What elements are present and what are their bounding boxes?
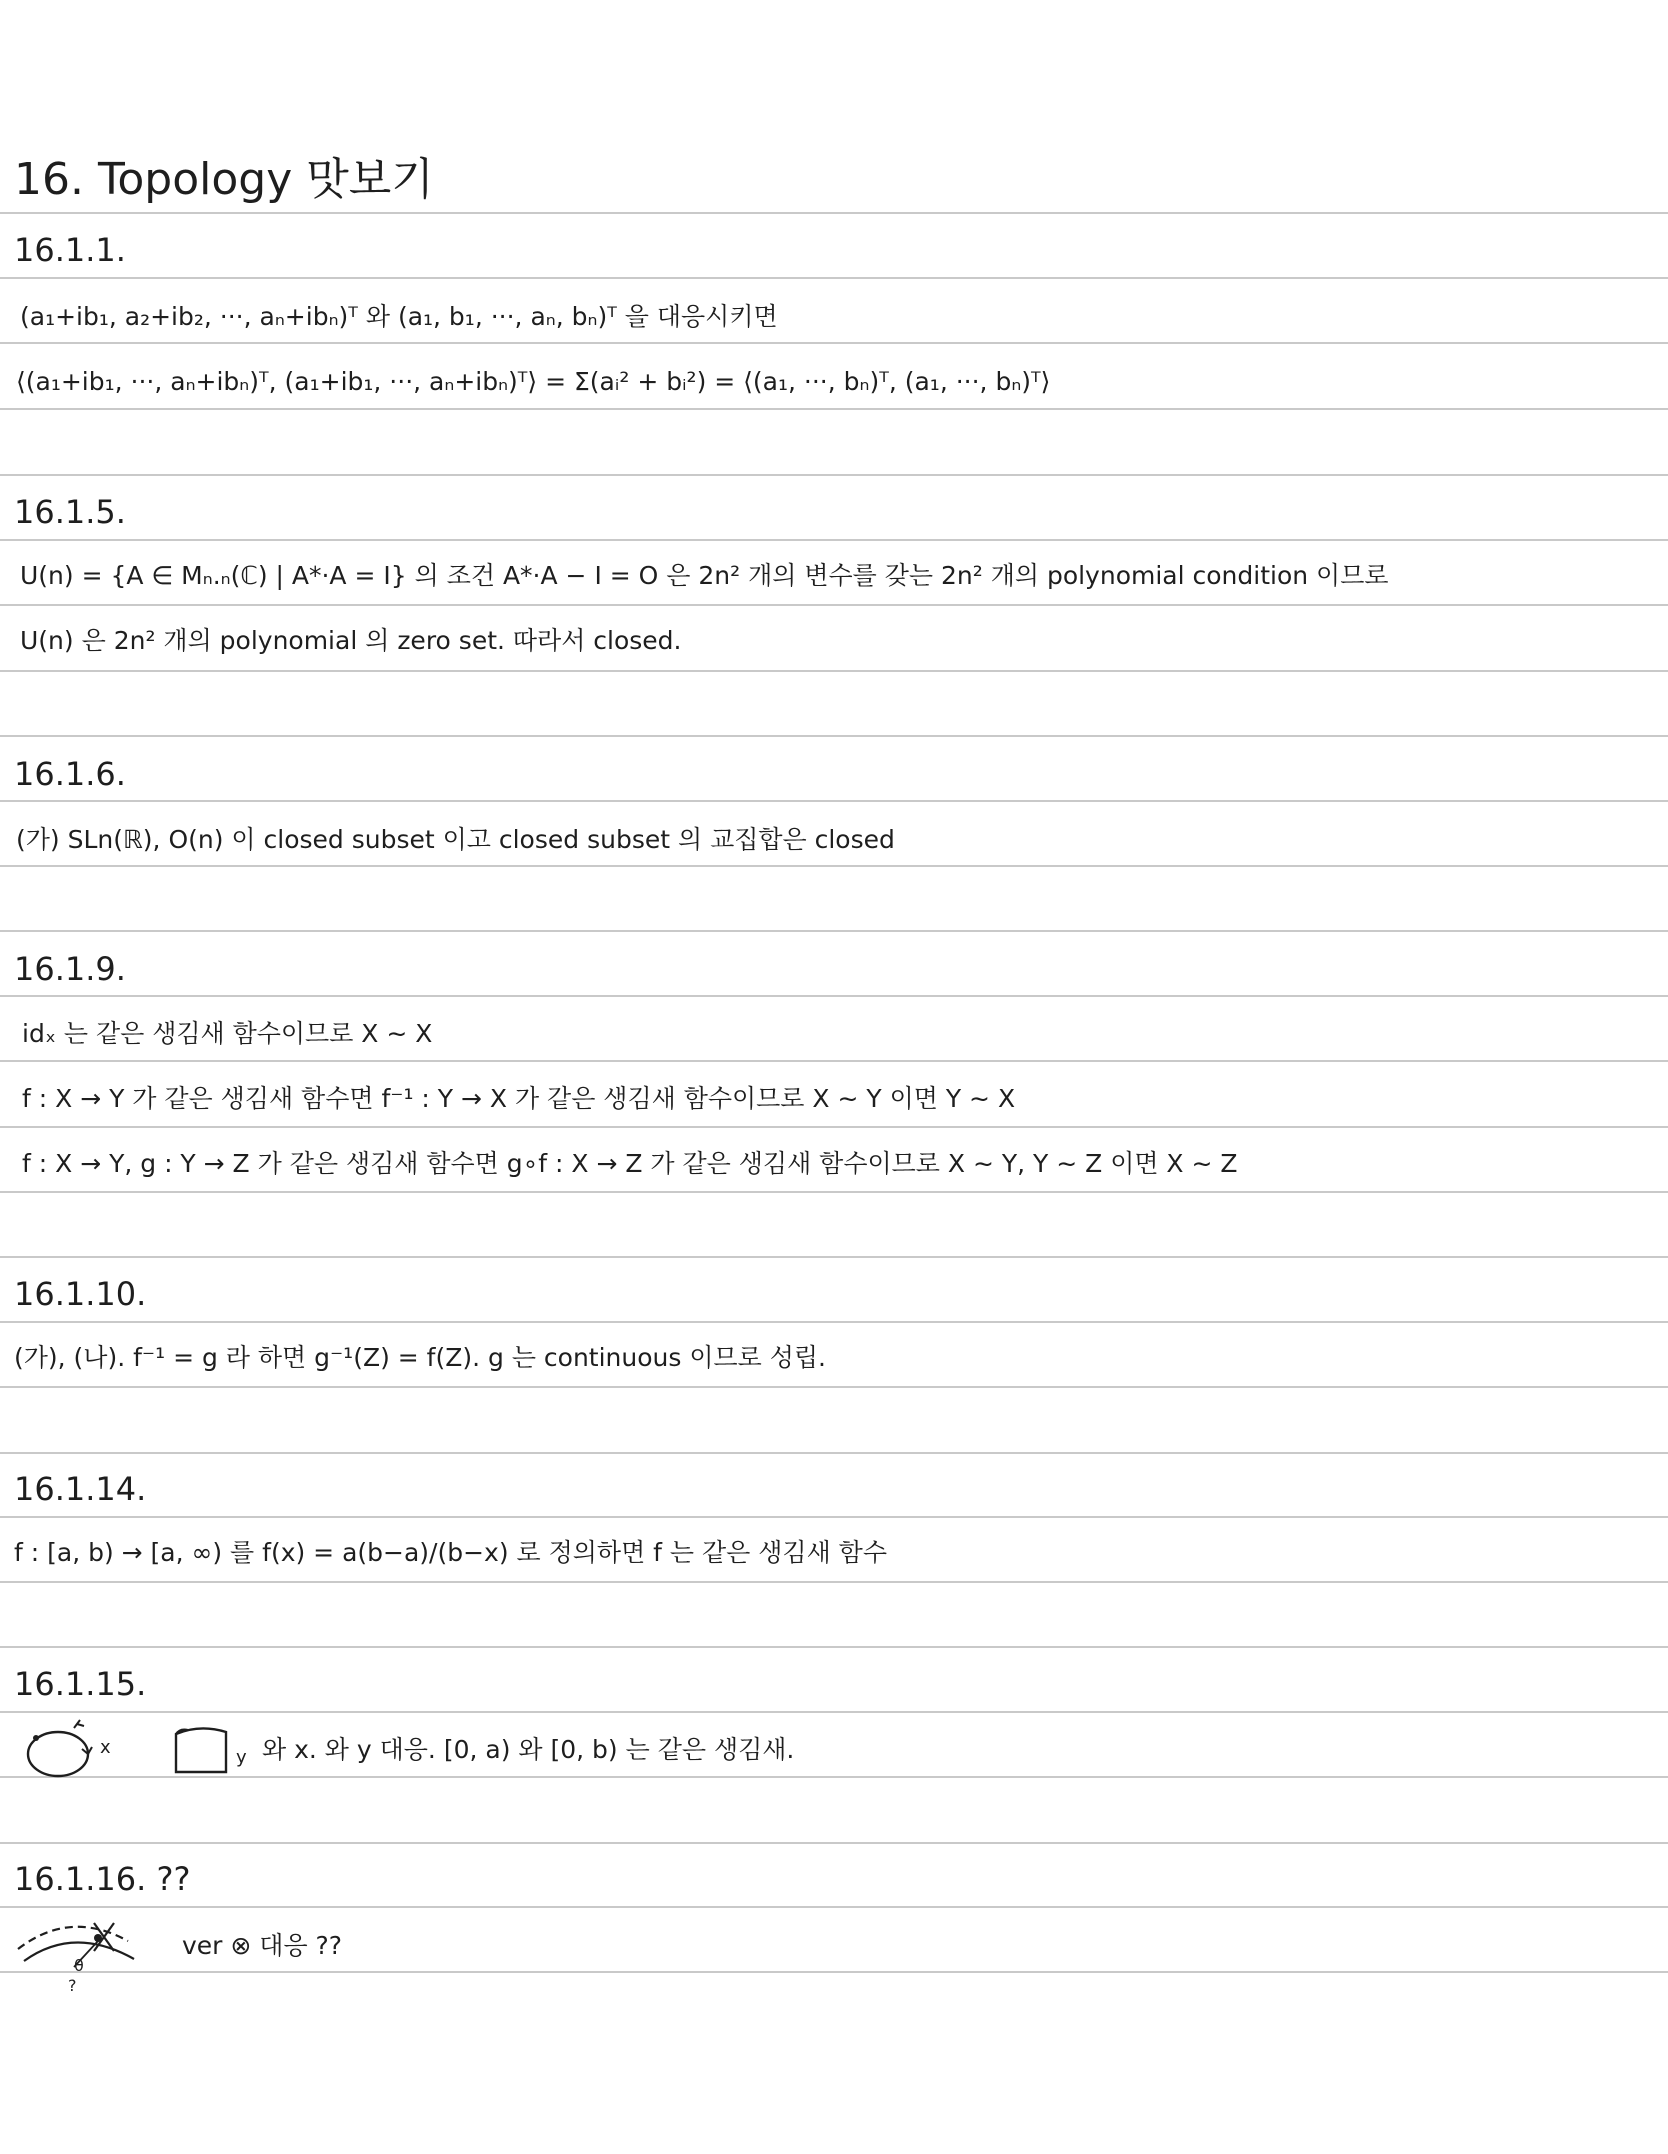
ruled-line [0,1126,1668,1128]
section-heading: 16.1.1. [14,231,126,269]
ruled-line [0,995,1668,997]
text-line: (a₁+ib₁, a₂+ib₂, ···, aₙ+ibₙ)ᵀ 와 (a₁, b₁, ···, aₙ, bₙ)ᵀ 을 대응시키면 [20,302,778,331]
section-heading: 16.1.5. [14,493,126,531]
ruled-line [0,670,1668,672]
ruled-line [0,1256,1668,1258]
ruled-line [0,930,1668,932]
text-line: idₓ 는 같은 생김새 함수이므로 X ∼ X [22,1019,433,1048]
ruled-line [0,1906,1668,1908]
sketch-label-theta: θ [74,1956,84,1975]
ruled-line [0,1452,1668,1454]
section-heading: 16.1.16. ?? [14,1860,191,1898]
section-heading: 16.1.14. [14,1470,147,1508]
text-line: f : X → Y 가 같은 생김새 함수면 f⁻¹ : Y → X 가 같은 생김새 함수이므로 X ∼ Y 이면 Y ∼ X [22,1084,1016,1113]
ruled-line [0,735,1668,737]
text-line: f : [a, b) → [a, ∞) 를 f(x) = a(b−a)/(b−x) 로 정의하면 f 는 같은 생김새 함수 [14,1538,887,1567]
ruled-line [0,1581,1668,1583]
text-line: U(n) = {A ∈ Mₙ.ₙ(ℂ) | A*·A = I} 의 조건 A*·A − I = O 은 2n² 개의 변수를 갖는 2n² 개의 polynomial condition 이므로 [20,561,1389,590]
text-line: (가), (나). f⁻¹ = g 라 하면 g⁻¹(Z) = f(Z). g 는 continuous 이므로 성립. [14,1343,827,1372]
text-line: 와 x. 와 y 대응. [0, a) 와 [0, b) 는 같은 생김새. [262,1735,795,1764]
ruled-line [0,1646,1668,1648]
text-line: ⟨(a₁+ib₁, ···, aₙ+ibₙ)ᵀ, (a₁+ib₁, ···, aₙ+ibₙ)ᵀ⟩ = Σ(aᵢ² + bᵢ²) = ⟨(a₁, ···, bₙ)ᵀ, (a₁, ···, bₙ)ᵀ⟩ [16,367,1051,396]
ruled-line [0,1842,1668,1844]
ruled-line [0,1711,1668,1713]
ruled-line [0,865,1668,867]
ruled-line [0,474,1668,476]
ruled-line [0,1191,1668,1193]
text-line: U(n) 은 2n² 개의 polynomial 의 zero set. 따라서 closed. [20,626,682,655]
ruled-line [0,800,1668,802]
ruled-line [0,539,1668,541]
ruled-line [0,1516,1668,1518]
section-heading: 16.1.10. [14,1275,147,1313]
text-line: (가) SLn(ℝ), O(n) 이 closed subset 이고 closed subset 의 교집합은 closed [16,825,895,854]
ruled-line [0,408,1668,410]
section-heading: 16.1.15. [14,1665,147,1703]
box-sketch [170,1722,236,1778]
ruled-line [0,1321,1668,1323]
ruled-line [0,1386,1668,1388]
page-title: 16. Topology 맛보기 [14,154,434,205]
sketch-label-y: y [236,1747,247,1768]
loop-sketch [22,1718,102,1782]
ruled-line [0,1971,1668,1973]
section-heading: 16.1.6. [14,755,126,793]
ruled-line [0,1776,1668,1778]
ruled-line [0,212,1668,214]
text-line: f : X → Y, g : Y → Z 가 같은 생김새 함수면 g∘f : X → Z 가 같은 생김새 함수이므로 X ∼ Y, Y ∼ Z 이면 X ∼ Z [22,1149,1238,1178]
ruled-line [0,342,1668,344]
ruled-line [0,604,1668,606]
section-heading: 16.1.9. [14,950,126,988]
sketch-label-question: ? [68,1976,77,1995]
ruled-line [0,277,1668,279]
sketch-label-x: x [100,1737,111,1758]
text-line: ver ⊗ 대응 ?? [182,1931,343,1960]
ruled-line [0,1060,1668,1062]
